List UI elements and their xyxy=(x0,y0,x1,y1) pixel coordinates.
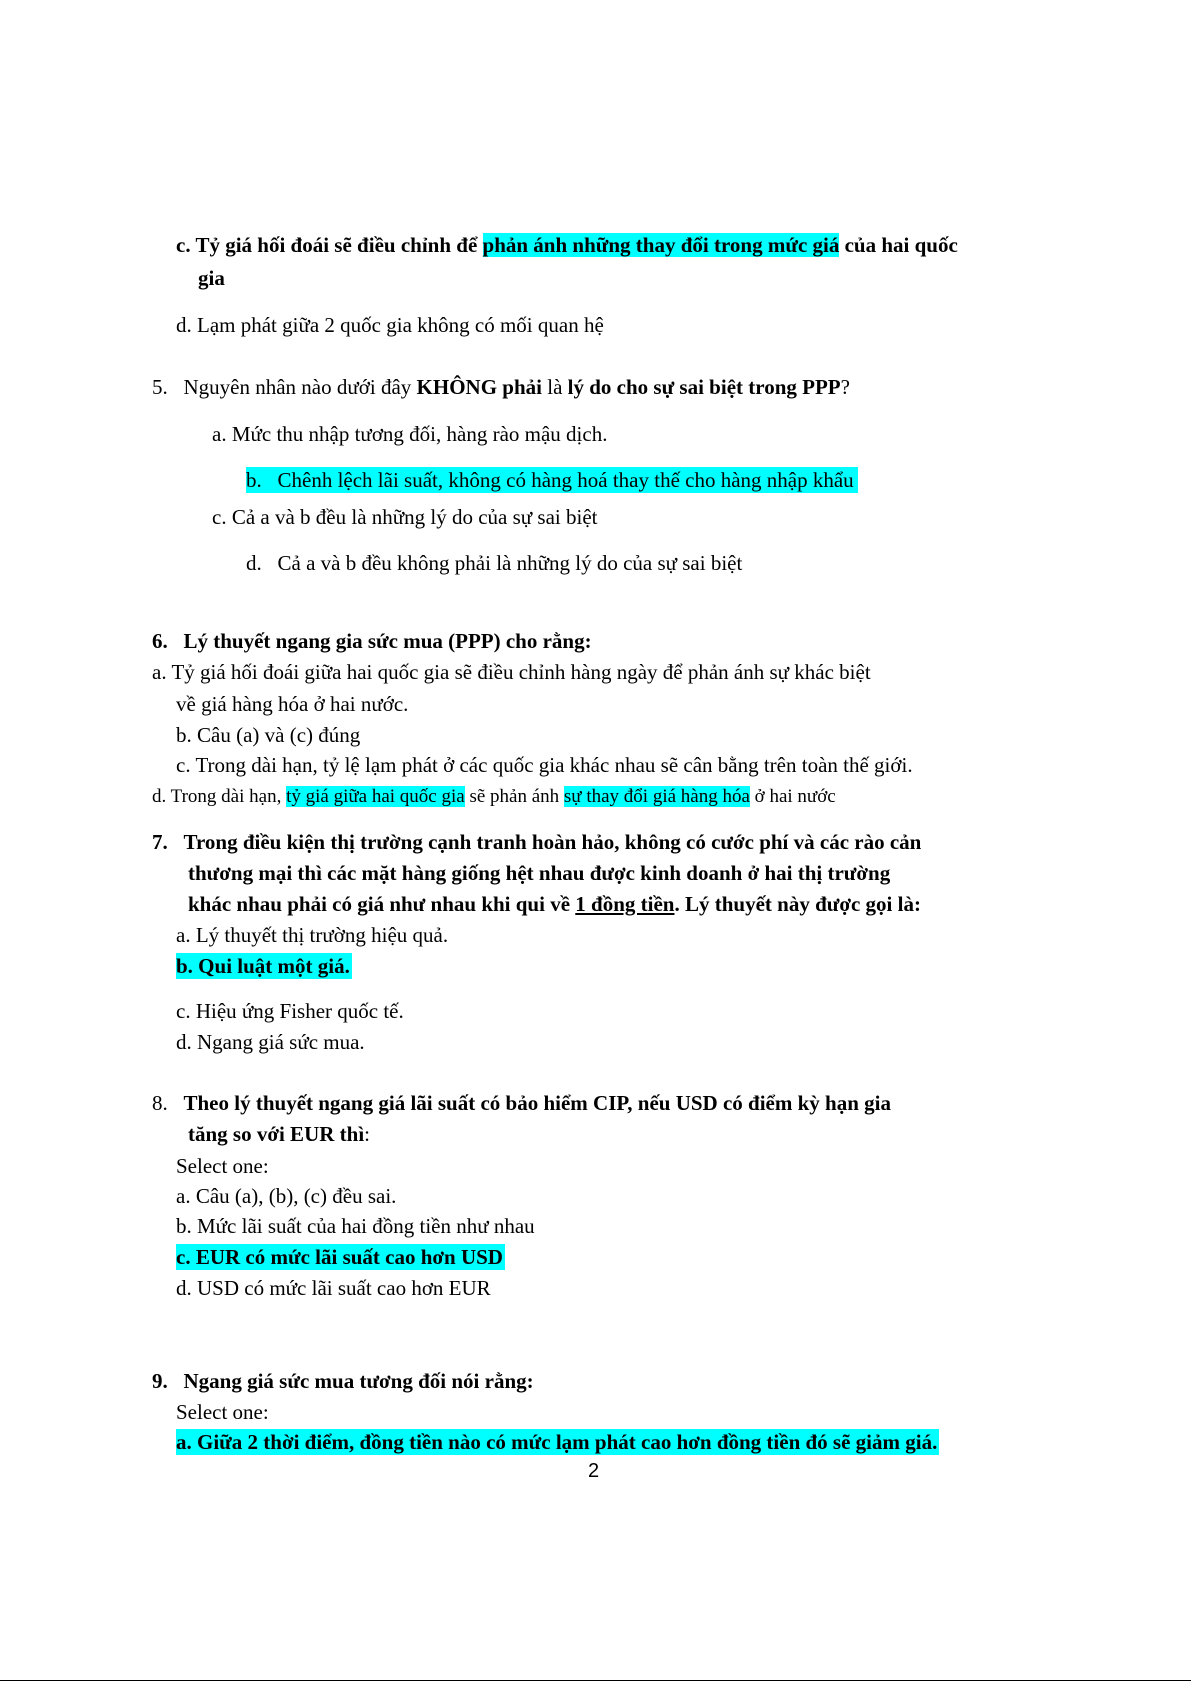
q8-question-text: tăng so với EUR thì xyxy=(188,1122,365,1146)
q8-select-label: Select one: xyxy=(176,1154,269,1178)
q5-option-b xyxy=(246,467,858,493)
q6-question-text: Lý thuyết ngang gia sức mua (PPP) cho rằng: xyxy=(183,629,592,653)
q7-question-underline: 1 đồng tiền xyxy=(575,892,675,916)
q8-question-line-2 xyxy=(188,1121,370,1147)
q5-option-d xyxy=(246,550,742,576)
q6-option-a: a. Tỷ giá hối đoái giữa hai quốc gia sẽ điều chỉnh hàng ngày để phản ánh sự khác biệt xyxy=(152,660,871,684)
q6-option-d-text: ở hai nước xyxy=(749,786,836,807)
q8-question-colon: : xyxy=(364,1122,370,1146)
q8-option-c: c. EUR có mức lãi suất cao hơn USD xyxy=(176,1245,503,1269)
q9-number: 9. xyxy=(152,1369,168,1393)
q5-option-c: c. Cả a và b đều là những lý do của sự sai biệt xyxy=(212,505,598,529)
q8-option-d: d. USD có mức lãi suất cao hơn EUR xyxy=(176,1276,491,1300)
q4-option-c xyxy=(176,232,958,258)
q6-option-a-continued: về giá hàng hóa ở hai nước. xyxy=(176,692,409,716)
q5-option-b-label: b. xyxy=(246,468,262,492)
q7-option-a: a. Lý thuyết thị trường hiệu quả. xyxy=(176,923,449,947)
q4-option-c-text-end: của hai quốc xyxy=(839,233,958,257)
q9-select-label: Select one: xyxy=(176,1400,269,1424)
q5-question-emphasis: lý do cho sự sai biệt trong PPP xyxy=(567,375,841,399)
q7-question-line-2: thương mại thì các mặt hàng giống hệt nhau được kinh doanh ở hai thị trường xyxy=(188,861,891,885)
q6-option-c: c. Trong dài hạn, tỷ lệ lạm phát ở các quốc gia khác nhau sẽ cân bằng trên toàn thế giới. xyxy=(176,753,913,777)
q9-option-a: a. Giữa 2 thời điểm, đồng tiền nào có mức lạm phát cao hơn đồng tiền đó sẽ giảm giá. xyxy=(176,1430,938,1454)
q5-question xyxy=(152,374,850,400)
q8-question xyxy=(152,1090,891,1116)
q6-option-b: b. Câu (a) và (c) đúng xyxy=(176,723,361,747)
bottom-divider xyxy=(0,1680,1191,1681)
q8-option-a: a. Câu (a), (b), (c) đều sai. xyxy=(176,1184,397,1208)
q7-option-b: b. Qui luật một giá. xyxy=(176,954,350,978)
q6-option-d-text: sẽ phản ánh xyxy=(464,786,564,807)
q4-option-c-text: c. Tỷ giá hối đoái sẽ điều chỉnh để xyxy=(176,233,483,257)
q7-question-text: . Lý thuyết này được gọi là: xyxy=(674,892,921,916)
q9-question xyxy=(152,1368,534,1394)
q4-option-c-highlight: phản ánh những thay đổi trong mức giá xyxy=(482,233,840,257)
q9-question-text: Ngang giá sức mua tương đối nói rằng: xyxy=(183,1369,534,1393)
q4-option-c-continued: gia xyxy=(198,266,225,290)
q6-option-d-highlight: tỷ giá giữa hai quốc gia xyxy=(286,786,465,807)
q6-option-d-text: d. Trong dài hạn, xyxy=(152,786,287,807)
q5-option-a: a. Mức thu nhập tương đối, hàng rào mậu dịch. xyxy=(212,422,608,446)
q5-question-emphasis: KHÔNG phải xyxy=(416,375,542,399)
q5-option-d-label: d. xyxy=(246,551,262,575)
q5-question-part: Nguyên nhân nào dưới đây xyxy=(183,375,417,399)
q8-question-text: Theo lý thuyết ngang giá lãi suất có bảo hiểm CIP, nếu USD có điểm kỳ hạn gia xyxy=(183,1091,891,1115)
q5-question-part: ? xyxy=(840,375,850,399)
q7-question-text: khác nhau phải có giá như nhau khi qui về xyxy=(188,892,576,916)
q5-question-part: là xyxy=(541,375,568,399)
q8-option-b: b. Mức lãi suất của hai đồng tiền như nhau xyxy=(176,1214,535,1238)
q7-question-line-3 xyxy=(188,891,921,917)
q7-option-c: c. Hiệu ứng Fisher quốc tế. xyxy=(176,999,404,1023)
q7-question-text: Trong điều kiện thị trường cạnh tranh hoàn hảo, không có cước phí và các rào cản xyxy=(183,830,922,854)
q6-number: 6. xyxy=(152,629,168,653)
q7-question xyxy=(152,829,921,855)
q8-number: 8. xyxy=(152,1091,168,1115)
q7-option-d: d. Ngang giá sức mua. xyxy=(176,1030,365,1054)
q5-option-d-text: Cả a và b đều không phải là những lý do của sự sai biệt xyxy=(277,551,743,575)
q4-option-d: d. Lạm phát giữa 2 quốc gia không có mối quan hệ xyxy=(176,313,604,337)
q6-option-d xyxy=(152,784,836,810)
q7-number: 7. xyxy=(152,830,168,854)
q6-question xyxy=(152,628,592,654)
page-number: 2 xyxy=(588,1460,600,1482)
q6-option-d-highlight: sự thay đổi giá hàng hóa xyxy=(563,786,750,807)
q5-option-b-text: Chênh lệch lãi suất, không có hàng hoá thay thế cho hàng nhập khẩu xyxy=(277,468,854,492)
q5-number: 5. xyxy=(152,375,168,399)
